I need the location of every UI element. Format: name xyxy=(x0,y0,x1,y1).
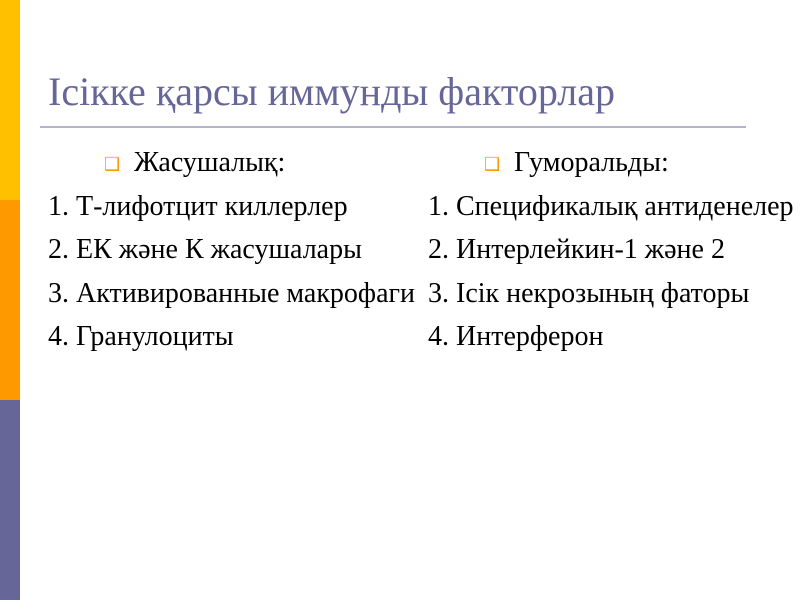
square-bullet-icon: ❑ xyxy=(104,153,121,175)
list-item: 3. Ісік некрозының фаторы xyxy=(428,277,750,309)
left-items-list xyxy=(48,190,418,354)
right-items-list xyxy=(428,190,798,354)
left-column-heading xyxy=(48,146,418,180)
side-bar-yellow xyxy=(0,0,20,200)
list-item: 3. Активированные макрофаги xyxy=(48,277,415,309)
list-item: 2. Интерлейкин-1 және 2 xyxy=(428,234,725,266)
list-item: 4. Интерферон xyxy=(428,321,604,353)
right-column-heading xyxy=(428,146,798,180)
list-item: 2. ЕК және К жасушалары xyxy=(48,234,362,266)
left-heading-text: Жасушалық: xyxy=(134,147,286,178)
list-item: 1. Спецификалық антиденелер xyxy=(428,190,794,222)
slide-title: Ісікке қарсы иммунды факторлар xyxy=(48,69,616,114)
right-column xyxy=(428,146,798,364)
side-bar-slate xyxy=(0,400,20,600)
list-item: 1. Т-лифотцит киллерлер xyxy=(48,190,348,222)
left-column xyxy=(48,146,418,364)
square-bullet-icon: ❑ xyxy=(484,153,501,175)
side-bar-orange xyxy=(0,200,20,400)
title-underline xyxy=(40,126,746,128)
list-item: 4. Гранулоциты xyxy=(48,321,234,353)
right-heading-text: Гуморальды: xyxy=(514,147,669,178)
